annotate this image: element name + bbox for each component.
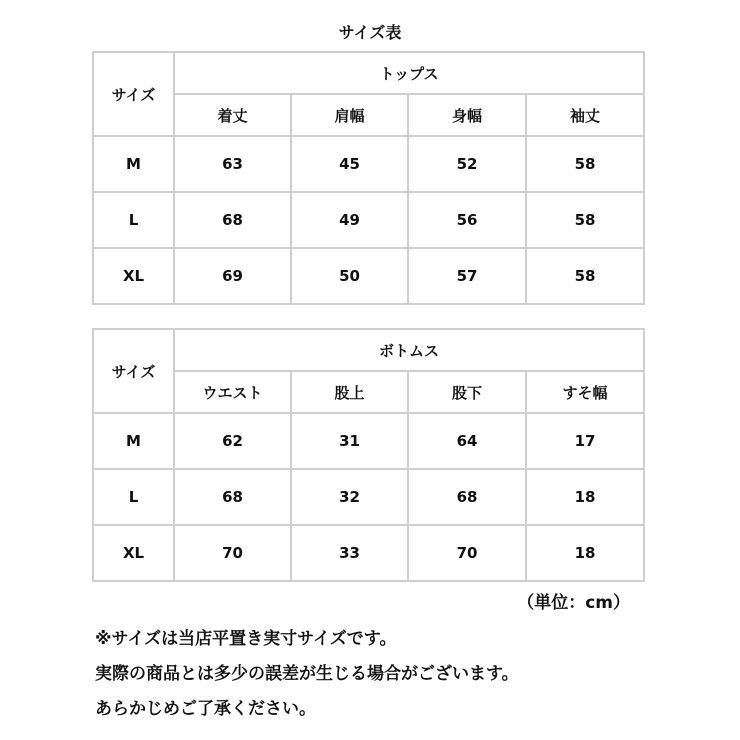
table-header-row [93, 329, 644, 371]
size-cell: L [93, 192, 174, 248]
unit-note: （単位：cm） [517, 593, 630, 613]
category-header-cell: ボトムス [174, 329, 644, 371]
value-cell: 68 [174, 469, 291, 525]
value-cell: 68 [174, 192, 291, 248]
size-cell: L [93, 469, 174, 525]
value-cell: 31 [291, 413, 408, 469]
table-row [93, 192, 644, 248]
value-cell: 69 [174, 248, 291, 304]
value-cell: 50 [291, 248, 408, 304]
value-cell: 62 [174, 413, 291, 469]
column-header: 袖丈 [526, 94, 644, 136]
tops-size-table [92, 51, 645, 305]
table-header-row [93, 52, 644, 94]
size-header-cell: サイズ [93, 329, 174, 413]
table-row [93, 136, 644, 192]
disclaimer-notes [95, 622, 695, 727]
column-header: 股上 [291, 371, 408, 413]
note-line: 実際の商品とは多少の誤差が生じる場合がございます。 [95, 664, 519, 684]
table-row [93, 413, 644, 469]
column-header: 身幅 [408, 94, 526, 136]
value-cell: 18 [526, 469, 644, 525]
size-cell: XL [93, 525, 174, 581]
value-cell: 68 [408, 469, 526, 525]
value-cell: 32 [291, 469, 408, 525]
value-cell: 18 [526, 525, 644, 581]
table-row [93, 525, 644, 581]
value-cell: 58 [526, 248, 644, 304]
column-header: 股下 [408, 371, 526, 413]
value-cell: 33 [291, 525, 408, 581]
size-cell: M [93, 136, 174, 192]
value-cell: 52 [408, 136, 526, 192]
value-cell: 70 [174, 525, 291, 581]
column-header: すそ幅 [526, 371, 644, 413]
note-line: ※サイズは当店平置き実寸サイズです。 [95, 629, 397, 649]
value-cell: 58 [526, 192, 644, 248]
value-cell: 17 [526, 413, 644, 469]
size-cell: M [93, 413, 174, 469]
value-cell: 57 [408, 248, 526, 304]
note-line: あらかじめご了承ください。 [95, 699, 316, 719]
column-header: 肩幅 [291, 94, 408, 136]
value-cell: 58 [526, 136, 644, 192]
value-cell: 56 [408, 192, 526, 248]
size-cell: XL [93, 248, 174, 304]
column-header: ウエスト [174, 371, 291, 413]
value-cell: 45 [291, 136, 408, 192]
table-row [93, 469, 644, 525]
table-row [93, 248, 644, 304]
value-cell: 63 [174, 136, 291, 192]
size-header-cell: サイズ [93, 52, 174, 136]
page-title: サイズ表 [338, 23, 402, 42]
value-cell: 49 [291, 192, 408, 248]
column-header-row [93, 94, 644, 136]
value-cell: 70 [408, 525, 526, 581]
bottoms-size-table [92, 328, 645, 582]
column-header: 着丈 [174, 94, 291, 136]
column-header-row [93, 371, 644, 413]
value-cell: 64 [408, 413, 526, 469]
category-header-cell: トップス [174, 52, 644, 94]
